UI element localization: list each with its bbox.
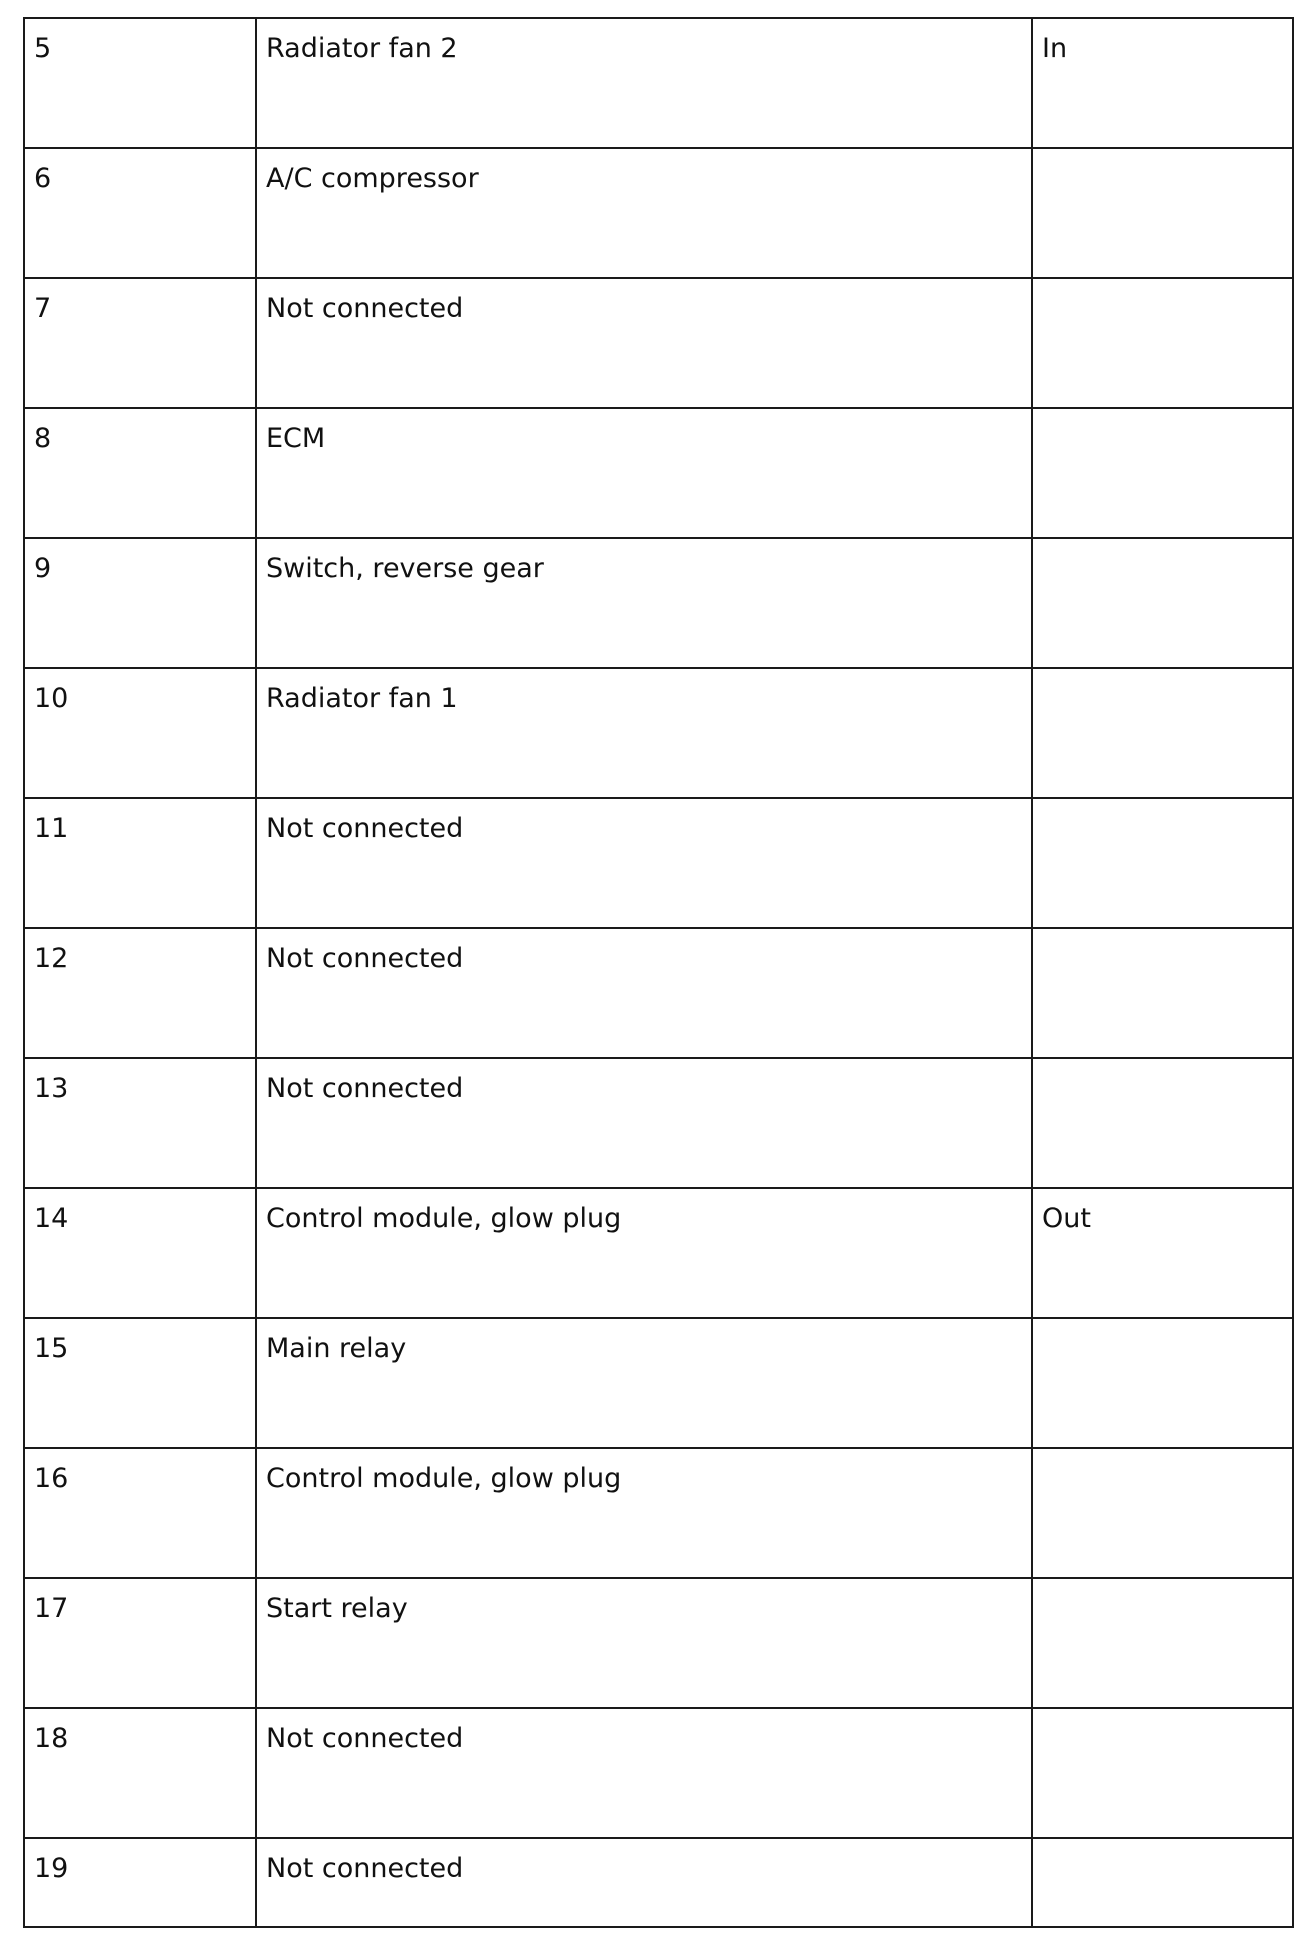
table-row (24, 668, 1293, 798)
description-cell: Control module, glow plug (256, 1448, 1032, 1578)
description-cell: Not connected (256, 928, 1032, 1058)
description-cell: Not connected (256, 278, 1032, 408)
description-cell: Not connected (256, 1838, 1032, 1927)
direction-cell (1032, 538, 1293, 668)
table-row (24, 1058, 1293, 1188)
direction-cell (1032, 1838, 1293, 1927)
table-row (24, 1708, 1293, 1838)
description-cell: Start relay (256, 1578, 1032, 1708)
description-cell: Not connected (256, 1058, 1032, 1188)
description-cell: A/C compressor (256, 148, 1032, 278)
table-row (24, 1578, 1293, 1708)
table-row (24, 278, 1293, 408)
pin-number-cell: 14 (24, 1188, 256, 1318)
table-row (24, 928, 1293, 1058)
table-row (24, 18, 1293, 148)
description-cell: ECM (256, 408, 1032, 538)
direction-cell (1032, 148, 1293, 278)
table-row (24, 1318, 1293, 1448)
pin-number-cell: 10 (24, 668, 256, 798)
pin-number-cell: 9 (24, 538, 256, 668)
pin-number-cell: 11 (24, 798, 256, 928)
table-row (24, 1188, 1293, 1318)
pin-assignment-table (23, 17, 1294, 1928)
description-cell: Not connected (256, 798, 1032, 928)
pin-number-cell: 18 (24, 1708, 256, 1838)
table-row (24, 798, 1293, 928)
direction-cell (1032, 1058, 1293, 1188)
direction-cell (1032, 408, 1293, 538)
table-row (24, 1838, 1293, 1927)
description-cell: Main relay (256, 1318, 1032, 1448)
direction-cell (1032, 278, 1293, 408)
pin-number-cell: 13 (24, 1058, 256, 1188)
pin-number-cell: 5 (24, 18, 256, 148)
direction-cell (1032, 798, 1293, 928)
pin-number-cell: 19 (24, 1838, 256, 1927)
direction-cell (1032, 668, 1293, 798)
description-cell: Switch, reverse gear (256, 538, 1032, 668)
pin-number-cell: 7 (24, 278, 256, 408)
direction-cell (1032, 928, 1293, 1058)
direction-cell (1032, 1318, 1293, 1448)
direction-cell (1032, 1708, 1293, 1838)
table-row (24, 408, 1293, 538)
table-row (24, 538, 1293, 668)
table-row (24, 1448, 1293, 1578)
description-cell: Radiator fan 1 (256, 668, 1032, 798)
table-row (24, 148, 1293, 278)
pin-number-cell: 6 (24, 148, 256, 278)
pin-number-cell: 15 (24, 1318, 256, 1448)
direction-cell (1032, 1578, 1293, 1708)
pin-number-cell: 12 (24, 928, 256, 1058)
pin-number-cell: 8 (24, 408, 256, 538)
direction-cell: In (1032, 18, 1293, 148)
description-cell: Not connected (256, 1708, 1032, 1838)
pin-number-cell: 16 (24, 1448, 256, 1578)
description-cell: Control module, glow plug (256, 1188, 1032, 1318)
description-cell: Radiator fan 2 (256, 18, 1032, 148)
pin-table-body (24, 18, 1293, 1927)
direction-cell: Out (1032, 1188, 1293, 1318)
direction-cell (1032, 1448, 1293, 1578)
pin-number-cell: 17 (24, 1578, 256, 1708)
